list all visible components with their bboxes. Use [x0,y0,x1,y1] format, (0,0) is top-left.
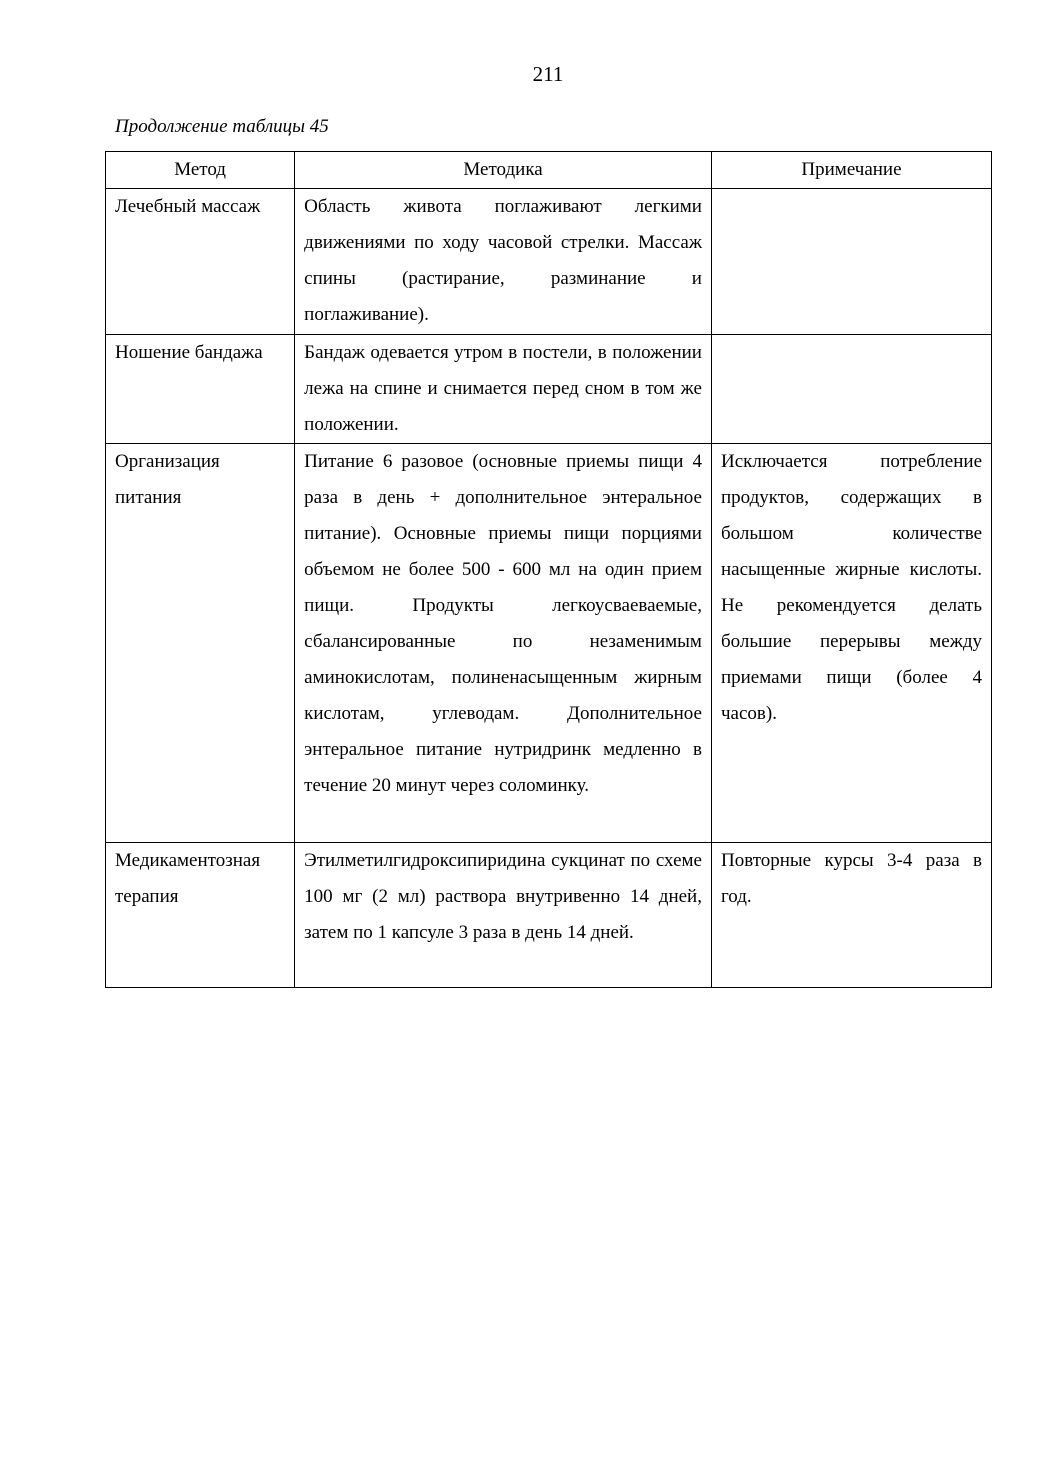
table-row [106,189,992,335]
row-method: Организация питания [106,444,295,843]
table-header-row [106,152,992,189]
row-note: Исключается потребление продуктов, содержащих в большом количестве насыщенные жирные кислоты. Не рекомендуется делать большие перерывы между приемами пищи (более 4 часов). [711,444,991,843]
table-row [106,335,992,444]
row-technique: Область живота поглаживают легкими движениями по ходу часовой стрелки. Массаж спины (растирание, разминание и поглаживание). [295,189,712,335]
row-method: Ношение бандажа [106,335,295,444]
row-note [711,189,991,335]
row-note: Повторные курсы 3-4 раза в год. [711,843,991,988]
header-method: Метод [106,152,295,189]
row-method: Медикаментозная терапия [106,843,295,988]
header-technique: Методика [295,152,712,189]
row-technique: Питание 6 разовое (основные приемы пищи 4 раза в день + дополнительное энтеральное питание). Основные приемы пищи порциями объемом не более 500 - 600 мл на один прием пищи. Продукты легкоусваеваемые, сбалансированные по незаменимым аминокислотам, полиненасыщенным жирным кислотам, углеводам. Дополнительное энтеральное питание нутридринк медленно в течение 20 минут через соломинку. [295,444,712,843]
table-row [106,444,992,843]
row-note [711,335,991,444]
row-technique: Бандаж одевается утром в постели, в положении лежа на спине и снимается перед сном в том же положении. [295,335,712,444]
header-note: Примечание [711,152,991,189]
methods-table [105,151,992,988]
table-row [106,843,992,988]
row-technique: Этилметилгидроксипиридина сукцинат по схеме 100 мг (2 мл) раствора внутривенно 14 дней, затем по 1 капсуле 3 раза в день 14 дней. [295,843,712,988]
page-number: 211 [532,62,564,86]
row-method: Лечебный массаж [106,189,295,335]
table-caption: Продолжение таблицы 45 [115,116,329,137]
